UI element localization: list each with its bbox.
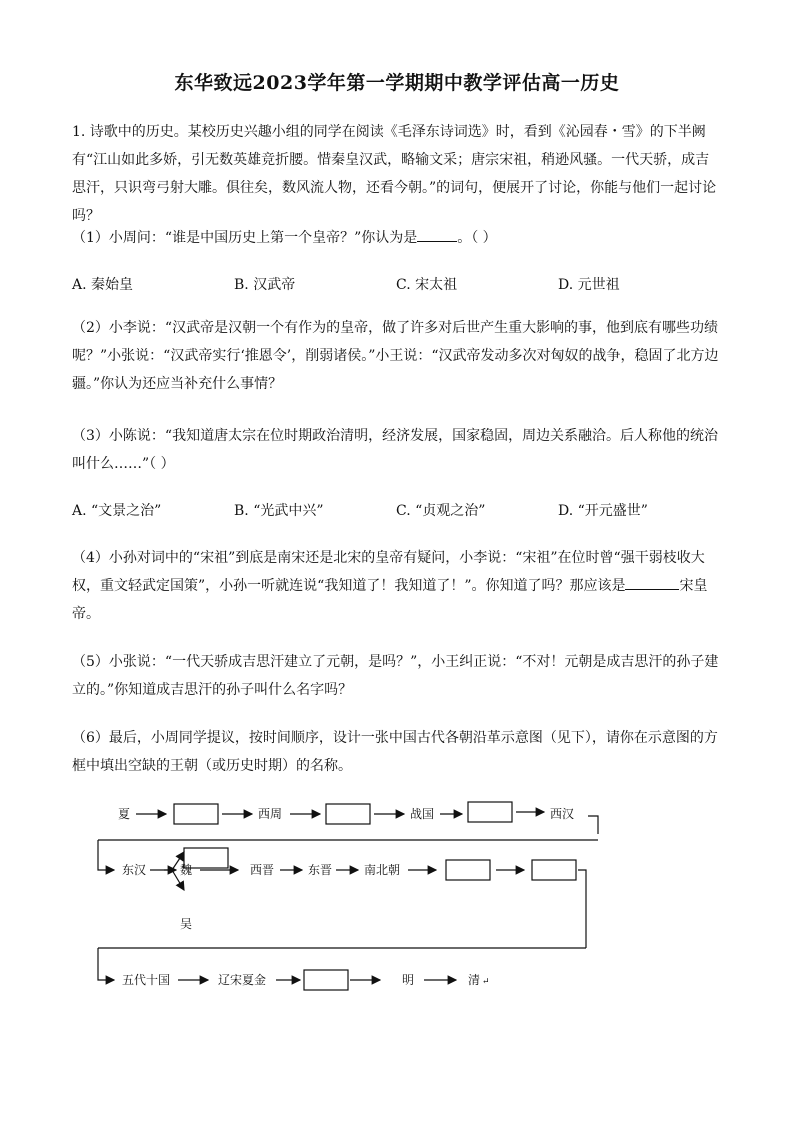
- dynasty-label: 五代十国: [122, 973, 171, 987]
- answer-box[interactable]: [326, 804, 370, 824]
- dynasty-label: 东晋: [308, 863, 333, 877]
- option-b[interactable]: B. 汉武帝: [234, 277, 296, 293]
- dynasty-label: 东汉: [122, 863, 147, 877]
- dynasty-label: 魏: [180, 863, 193, 877]
- answer-blank[interactable]: [625, 573, 679, 590]
- option-b[interactable]: B. “光武中兴”: [234, 503, 324, 519]
- dynasty-label: 战国: [410, 807, 435, 821]
- subquestion-4: [72, 544, 720, 628]
- dynasty-label: 西汉: [550, 807, 575, 821]
- subquestion-3-options: [72, 500, 720, 524]
- connector-line: [98, 840, 114, 870]
- dynasty-label: 西周: [258, 807, 283, 821]
- answer-box[interactable]: [446, 860, 490, 880]
- subquestion-4-stem: （4）小孙对词中的“宋祖”到底是南宋还是北宋的皇帝有疑问，小李说：“宋祖”在位时曾“强干弱枝收大权，重文轻武定国策”，小孙一听就连说“我知道了！我知道了！”。你知道了吗？那应该是: [72, 550, 705, 594]
- answer-box[interactable]: [532, 860, 576, 880]
- subquestion-1-options: [72, 274, 720, 298]
- option-c[interactable]: C. “贞观之治”: [396, 503, 486, 519]
- connector-line: [578, 870, 586, 948]
- dynasty-diagram: [0, 790, 794, 1020]
- option-c[interactable]: C. 宋太祖: [396, 277, 458, 293]
- connector-line: [98, 948, 114, 980]
- dynasty-label: 吴: [180, 917, 193, 931]
- paragraph-mark: ↵: [482, 977, 490, 987]
- dynasty-label: 南北朝: [364, 863, 401, 877]
- dynasty-label: 清: [468, 973, 481, 987]
- connector-line: [588, 816, 598, 834]
- option-a[interactable]: A. 秦始皇: [72, 277, 134, 293]
- subquestion-1-stem: （1）小周问：“谁是中国历史上第一个皇帝？”你认为是: [72, 230, 418, 246]
- option-d[interactable]: D. “开元盛世”: [558, 503, 648, 519]
- subquestion-3: （3）小陈说：“我知道唐太宗在位时期政治清明，经济发展，国家稳固，周边关系融洽。后人称他的统治叫什么……”（ ）: [72, 428, 719, 472]
- dynasty-label: 明: [402, 973, 415, 987]
- answer-box[interactable]: [174, 804, 218, 824]
- option-d[interactable]: D. 元世祖: [558, 277, 620, 293]
- dynasty-label: 辽宋夏金: [218, 973, 267, 987]
- subquestion-4-stem-end: 宋皇帝。: [72, 578, 708, 622]
- exam-title: 东华致远2023学年第一学期期中教学评估高一历史: [174, 72, 620, 94]
- dynasty-label: 西晋: [250, 863, 275, 877]
- answer-blank[interactable]: [417, 225, 457, 242]
- subquestion-2: （2）小李说：“汉武帝是汉朝一个有作为的皇帝，做了许多对后世产生重大影响的事，他到底有哪些功绩呢？”小张说：“汉武帝实行‘推恩令’，削弱诸侯。”小王说：“汉武帝发动多次对匈奴的战争，稳固了北方边疆。”你认为还应当补充什么事情？: [72, 320, 719, 392]
- subquestion-1-stem-end: 。（ ）: [457, 230, 497, 246]
- answer-box[interactable]: [304, 970, 348, 990]
- answer-box[interactable]: [468, 802, 512, 822]
- question-1-intro: 1. 诗歌中的历史。某校历史兴趣小组的同学在阅读《毛泽东诗词选》时，看到《沁园春・雪》的下半阙有“江山如此多娇，引无数英雄竞折腰。惜秦皇汉武，略输文采；唐宗宋祖，稍逊风骚。一代天骄，成吉思汗，只识弯弓射大雕。俱往矣，数风流人物，还看今朝。”的词句，便展开了讨论，你能与他们一起讨论吗？: [72, 124, 717, 224]
- subquestion-1: [72, 224, 720, 252]
- option-a[interactable]: A. “文景之治”: [72, 503, 162, 519]
- subquestion-5: （5）小张说：“一代天骄成吉思汗建立了元朝，是吗？”，小王纠正说：“不对！元朝是成吉思汗的孙子建立的。”你知道成吉思汗的孙子叫什么名字吗？: [72, 654, 719, 698]
- dynasty-label: 夏: [118, 807, 131, 821]
- subquestion-6: （6）最后，小周同学提议，按时间顺序，设计一张中国古代各朝沿革示意图（见下），请你在示意图的方框中填出空缺的王朝（或历史时期）的名称。: [72, 730, 718, 774]
